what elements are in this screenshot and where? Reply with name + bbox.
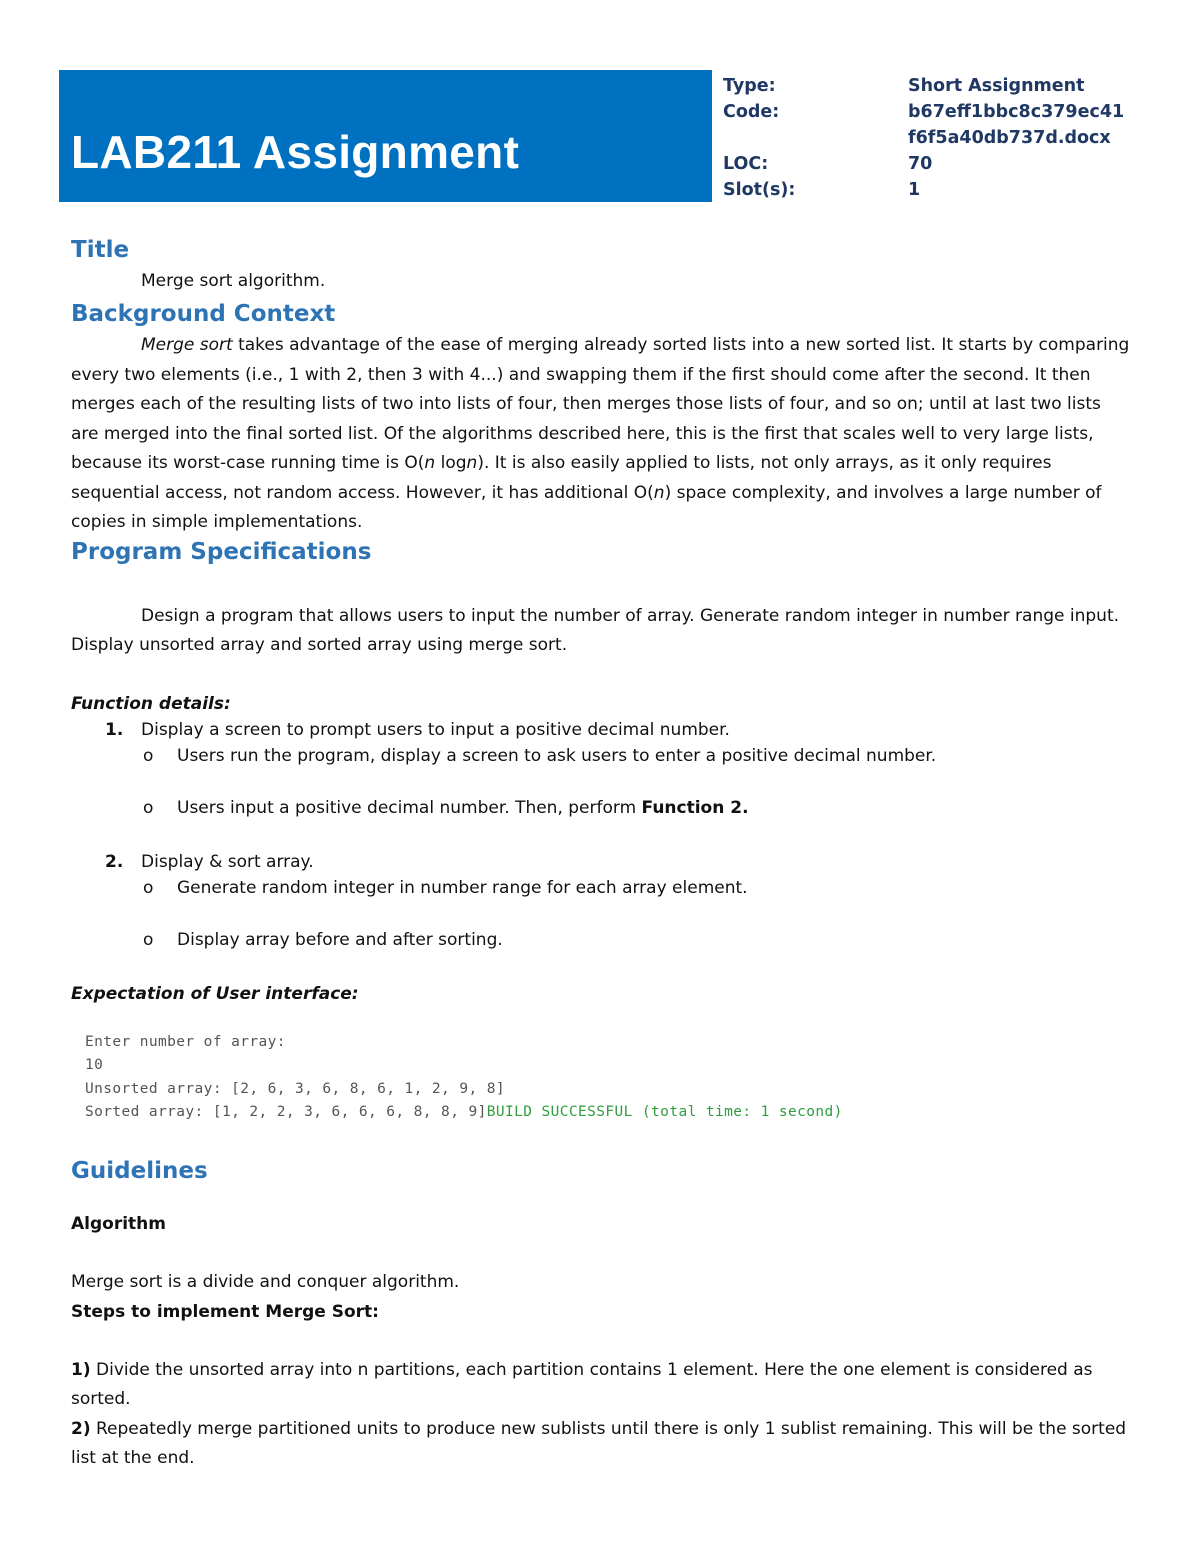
function-number: 2. <box>105 851 124 872</box>
meta-label: Type: <box>723 76 776 96</box>
title-text: Merge sort algorithm. <box>141 271 326 291</box>
function-bullet <box>71 795 1131 821</box>
big-o-var: n <box>424 453 436 473</box>
function-details-label: Function details: <box>71 693 231 714</box>
function-number: 1. <box>105 719 124 740</box>
step-number: 1) <box>71 1359 91 1380</box>
bullet-icon: o <box>143 745 154 766</box>
bullet-icon: o <box>143 929 154 950</box>
section-heading-title: Title <box>71 237 130 263</box>
meta-label: LOC: <box>723 154 769 174</box>
section-heading-background: Background Context <box>71 301 336 327</box>
function-bullet <box>71 743 1131 769</box>
big-o-var: n <box>466 453 478 473</box>
function-item <box>71 717 1131 743</box>
build-status: BUILD SUCCESSFUL (total time: 1 second) <box>486 1104 843 1120</box>
console-line: Unsorted array: [2, 6, 3, 6, 8, 6, 1, 2, 9, 8] <box>85 1080 505 1097</box>
function-title: Display a screen to prompt users to input a positive decimal number. <box>141 719 730 740</box>
bullet-icon: o <box>143 797 154 818</box>
function-title: Display & sort array. <box>141 851 314 872</box>
bullet-icon: o <box>143 877 154 898</box>
big-o-log: log <box>435 453 467 473</box>
meta-row-loc <box>723 151 1183 177</box>
background-text: space complexity, and involves a large number of copies in simple implementations. <box>71 482 1102 532</box>
console-line: Enter number of array: <box>85 1033 286 1050</box>
function-bullet <box>71 875 1131 901</box>
big-o-var: n <box>653 482 665 503</box>
bullet-text: Users run the program, display a screen to ask users to enter a positive decimal number. <box>177 745 937 766</box>
meta-row-type <box>723 73 1183 99</box>
background-paragraph <box>71 331 1131 538</box>
background-text: takes advantage of the ease of merging already sorted lists into a new sorted list. It starts by comparing every two elements (i.e., 1 with 2, then 3 with 4...) and swapping them if the first should come after the second. It then merges each of the resulting lists of two into lists of four, then merges those lists of four, and so on; until at last two lists are merged into the final sorted list. Of the algorithms described here, this is the first that scales well to very large lists, because its worst-case running time is <box>71 335 1130 473</box>
document-body <box>71 234 1131 1474</box>
section-heading-spec: Program Specifications <box>71 538 372 565</box>
meta-row-slots <box>723 177 1183 203</box>
meta-label: Slot(s): <box>723 180 796 200</box>
bullet-text: Generate random integer in number range for each array element. <box>177 877 748 898</box>
algorithm-intro: Merge sort is a divide and conquer algorithm. <box>71 1271 460 1292</box>
step-2 <box>71 1415 1131 1474</box>
document-title: LAB211 Assignment <box>71 126 520 178</box>
ui-expectation-label: Expectation of User interface: <box>71 983 359 1004</box>
console-output <box>71 1031 1131 1125</box>
big-o-close: ) <box>664 482 672 503</box>
meta-row-code <box>723 99 1183 125</box>
spec-text: Design a program that allows users to input the number of array. Generate random integer in number range input. Display unsorted array and sorted array using merge sort. <box>71 605 1120 655</box>
background-text: . It is also easily applied to lists, not only arrays, as it only requires sequential access, not random access. However, it has additional <box>71 453 1052 503</box>
console-text: Sorted array: [1, 2, 2, 3, 6, 6, 6, 8, 8, 9] <box>85 1104 487 1120</box>
console-line <box>85 1101 1131 1125</box>
step-text: Divide the unsorted array into n partitions, each partition contains 1 element. Here the one element is considered as sorted. <box>71 1359 1093 1409</box>
meta-value: b67eff1bbc8c379ec41 <box>908 102 1125 122</box>
big-o-close: ) <box>477 453 484 473</box>
function-list <box>71 717 1131 953</box>
meta-value: 1 <box>908 180 921 200</box>
bullet-text: Users input a positive decimal number. Then, perform <box>177 797 642 818</box>
meta-value: Short Assignment <box>908 76 1085 96</box>
bullet-text: Display array before and after sorting. <box>177 929 503 950</box>
meta-label: Code: <box>723 102 780 122</box>
function-reference: Function 2. <box>641 797 749 818</box>
meta-value: f6f5a40db737d.docx <box>908 128 1111 148</box>
function-item <box>71 849 1131 875</box>
algorithm-label: Algorithm <box>71 1213 166 1234</box>
big-o-notation: O( <box>633 482 654 503</box>
merge-sort-term: Merge sort <box>141 335 233 355</box>
step-1 <box>71 1356 1131 1415</box>
step-text: Repeatedly merge partitioned units to produce new sublists until there is only 1 sublist remaining. This will be the sorted list at the end. <box>71 1418 1127 1468</box>
step-number: 2) <box>71 1418 91 1439</box>
console-line: 10 <box>85 1057 104 1073</box>
assignment-meta <box>723 73 1183 203</box>
meta-row-code-cont <box>723 125 1183 151</box>
section-heading-guidelines: Guidelines <box>71 1157 208 1184</box>
meta-value: 70 <box>908 154 933 174</box>
title-banner <box>59 70 712 202</box>
steps-label: Steps to implement Merge Sort: <box>71 1301 379 1322</box>
big-o-notation: O( <box>404 453 425 473</box>
function-bullet <box>71 927 1131 953</box>
